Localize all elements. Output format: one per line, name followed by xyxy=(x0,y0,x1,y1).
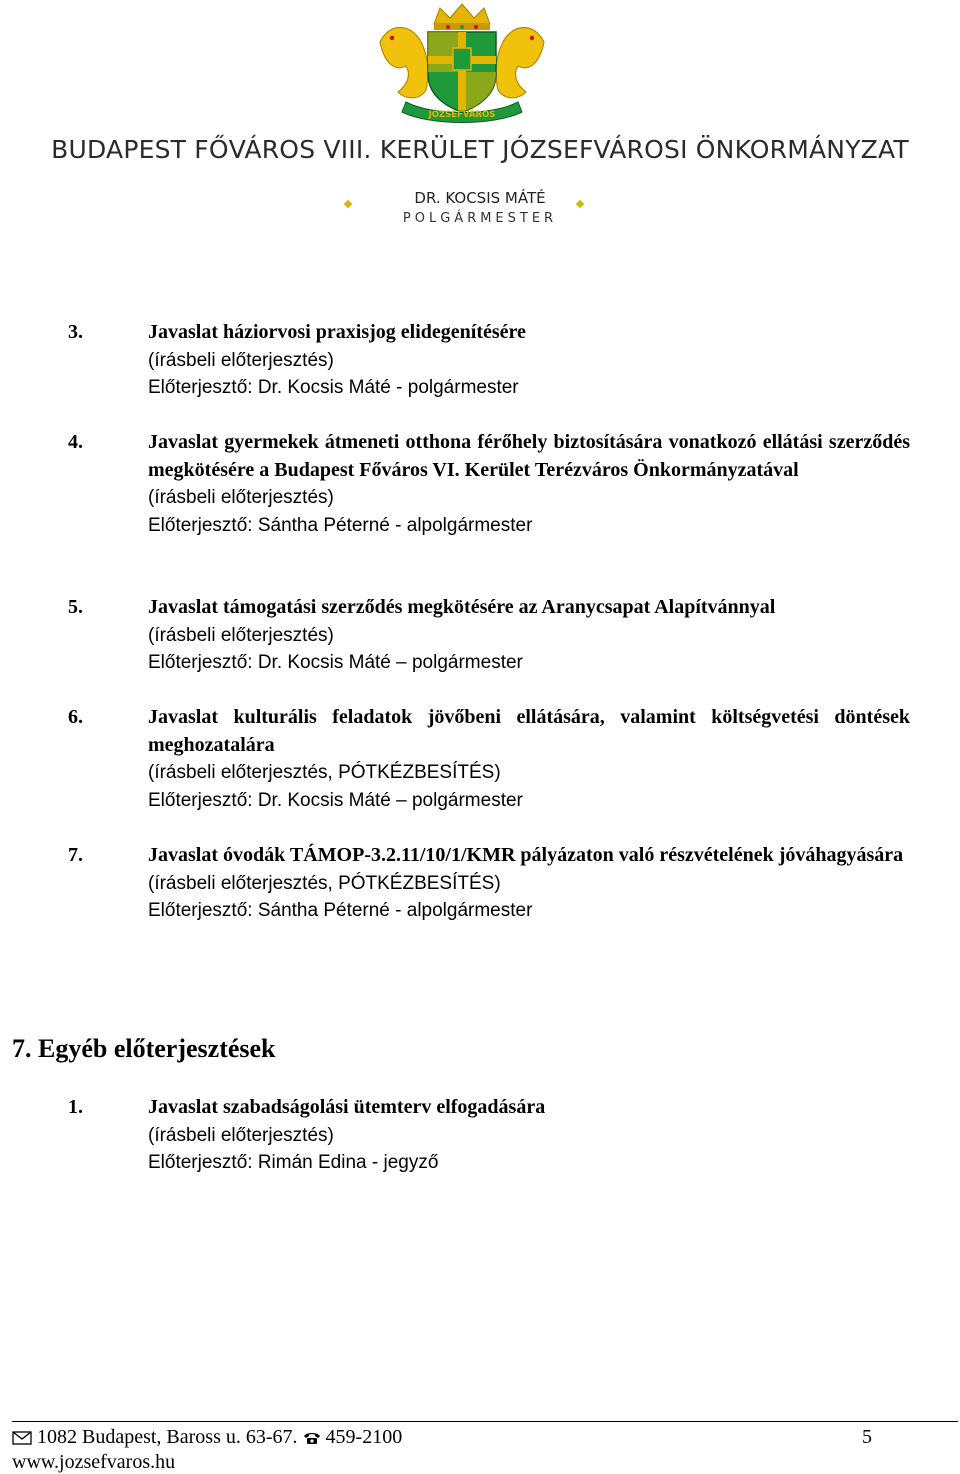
item-number: 1. xyxy=(68,1096,83,1118)
agenda-item xyxy=(68,704,910,814)
item-title: Javaslat óvodák TÁMOP-3.2.11/10/1/KMR pályázaton való részvételének jóváhagyására xyxy=(148,844,904,866)
agenda-item xyxy=(68,842,910,925)
organization-name: BUDAPEST FŐVÁROS VIII. KERÜLET JÓZSEFVÁROSI ÖNKORMÁNYZAT xyxy=(51,135,909,164)
item-type: (írásbeli előterjesztés) xyxy=(148,487,334,508)
footer-website[interactable]: www.jozsefvaros.hu xyxy=(12,1451,176,1473)
footer-address: 1082 Budapest, Baross u. 63-67. xyxy=(37,1426,298,1448)
item-presenter: Előterjesztő: Dr. Kocsis Máté - polgármester xyxy=(148,377,519,398)
page-number: 5 xyxy=(862,1426,872,1448)
item-presenter: Előterjesztő: Dr. Kocsis Máté – polgármester xyxy=(148,789,523,811)
item-type: (írásbeli előterjesztés) xyxy=(148,1124,334,1146)
item-type: (írásbeli előterjesztés) xyxy=(148,349,334,371)
item-presenter: Előterjesztő: Rimán Edina - jegyző xyxy=(148,1152,439,1173)
footer-phone: 459-2100 xyxy=(325,1426,403,1448)
item-number: 5. xyxy=(68,596,83,618)
footer-divider xyxy=(12,1421,958,1422)
item-type: (írásbeli előterjesztés) xyxy=(148,624,334,646)
item-title: Javaslat háziorvosi praxisjog elidegenítésére xyxy=(148,321,526,343)
agenda-item xyxy=(68,1094,910,1177)
item-number: 7. xyxy=(68,844,83,866)
letterhead xyxy=(0,0,960,240)
item-type: (írásbeli előterjesztés, PÓTKÉZBESÍTÉS) xyxy=(148,872,501,894)
item-number: 4. xyxy=(68,431,83,453)
item-title: Javaslat támogatási szerződés megkötésére az Aranycsapat Alapítvánnyal xyxy=(148,596,776,618)
item-number: 3. xyxy=(68,321,83,343)
item-presenter: Előterjesztő: Sántha Péterné - alpolgármester xyxy=(148,900,533,921)
footer-contact xyxy=(12,1426,402,1449)
item-title: Javaslat gyermekek átmeneti otthona férőhely biztosítására vonatkozó ellátási szerződés megkötésére a Budapest Főváros VI. Kerület Terézváros Önkormányzatával xyxy=(148,431,910,481)
agenda-item xyxy=(68,429,910,539)
mayor-title: POLGÁRMESTER xyxy=(402,211,558,226)
section-heading: 7. Egyéb előterjesztések xyxy=(12,1034,276,1063)
agenda-item xyxy=(68,594,910,677)
coat-of-arms-logo xyxy=(372,2,552,124)
agenda-item xyxy=(68,319,910,402)
item-title: Javaslat szabadságolási ütemterv elfogadására xyxy=(148,1096,546,1118)
crest-banner-text: JÓZSEFVÁROS xyxy=(428,110,496,120)
mayor-name: DR. KOCSIS MÁTÉ xyxy=(414,189,546,207)
envelope-icon xyxy=(12,1431,32,1445)
item-presenter: Előterjesztő: Sántha Péterné - alpolgármester xyxy=(148,514,533,536)
item-type: (írásbeli előterjesztés, PÓTKÉZBESÍTÉS) xyxy=(148,762,501,783)
item-number: 6. xyxy=(68,706,83,728)
item-presenter: Előterjesztő: Dr. Kocsis Máté – polgármester xyxy=(148,652,523,673)
telephone-icon xyxy=(303,1431,321,1445)
item-title: Javaslat kulturális feladatok jövőbeni ellátására, valamint költségvetési döntések meghozatalára xyxy=(148,706,910,756)
